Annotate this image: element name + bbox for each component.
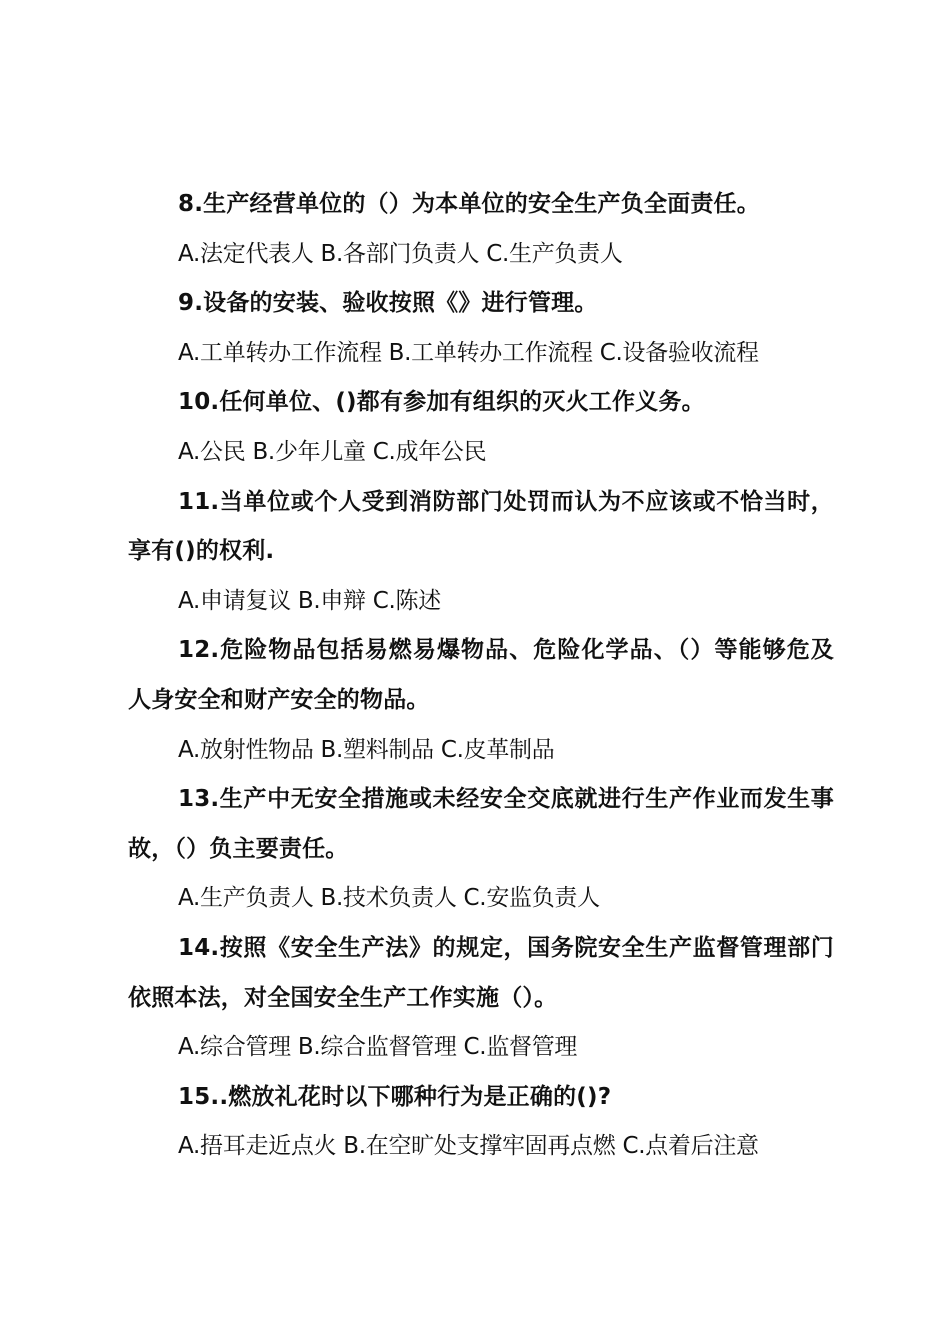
question-text: 8.生产经营单位的（）为本单位的安全生产负全面责任。 (178, 191, 760, 217)
answer-options: A.工单转办工作流程 B.工单转办工作流程 C.设备验收流程 (178, 339, 759, 366)
question-text: 9.设备的安装、验收按照《》进行管理。 (178, 290, 598, 317)
question-text: 15..燃放礼花时以下哪种行为是正确的()? (178, 1083, 612, 1110)
answer-options: A.综合管理 B.综合监督管理 C.监督管理 (178, 1034, 578, 1061)
question-text: 11.当单位或个人受到消防部门处罚而认为不应该或不恰当时，享有()的权利. (128, 488, 834, 565)
answer-options: A.公民 B.少年儿童 C.成年公民 (178, 438, 487, 465)
answer-options: A.申请复议 B.申辩 C.陈述 (178, 587, 441, 614)
answer-options: A.放射性物品 B.塑料制品 C.皮革制品 (178, 736, 555, 763)
question-text: 14.按照《安全生产法》的规定，国务院安全生产监督管理部门依照本法，对全国安全生产工作实施（）。 (128, 934, 834, 1011)
answer-options: A.捂耳走近点火 B.在空旷处支撑牢固再点燃 C.点着后注意 (178, 1133, 759, 1160)
answer-options: A.生产负责人 B.技术负责人 C.安监负责人 (178, 885, 600, 912)
question-text: 12.危险物品包括易燃易爆物品、危险化学品、（）等能够危及人身安全和财产安全的物品。 (128, 637, 834, 713)
question-text: 13.生产中无安全措施或未经安全交底就进行生产作业而发生事故，（）负主要责任。 (128, 786, 834, 862)
answer-options: A.法定代表人 B.各部门负责人 C.生产负责人 (178, 240, 623, 267)
question-text: 10.任何单位、()都有参加有组织的灭火工作义务。 (178, 389, 705, 416)
question-list (128, 180, 834, 1172)
